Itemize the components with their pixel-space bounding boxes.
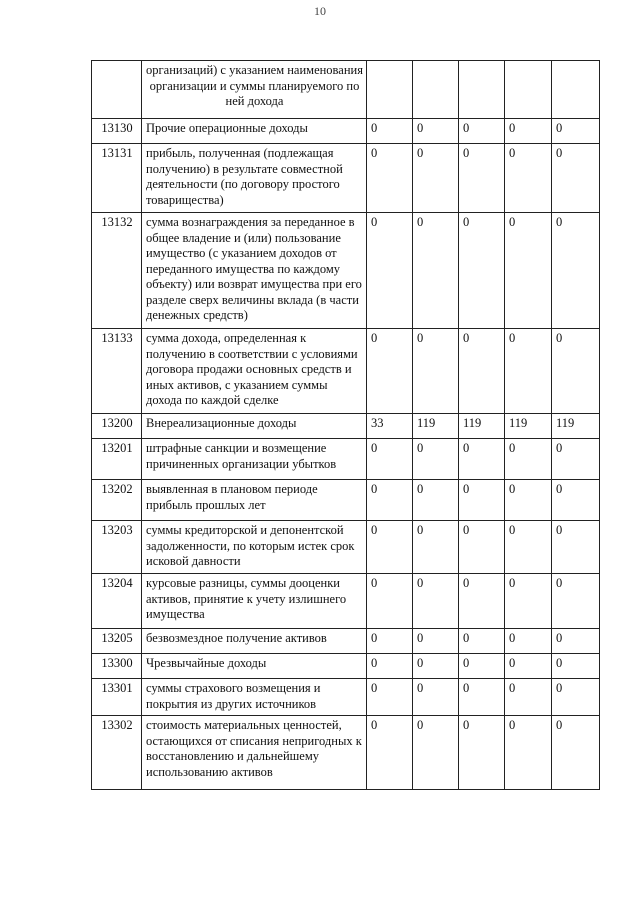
table-row [92,480,600,521]
table-row [92,629,600,654]
table-row [92,679,600,716]
row-value-5: 0 [552,679,600,716]
row-value-1: 0 [367,574,413,629]
row-value-5 [552,61,600,119]
row-value-3: 0 [459,144,505,213]
row-description: курсовые разницы, суммы дооценки активов, принятие к учету излишнего имущества [142,574,367,629]
row-value-4: 0 [505,574,552,629]
row-value-4: 0 [505,654,552,679]
row-value-3: 0 [459,629,505,654]
row-value-5: 0 [552,119,600,144]
table-row [92,414,600,439]
row-value-1: 33 [367,414,413,439]
row-value-5: 0 [552,480,600,521]
row-value-5: 0 [552,213,600,329]
row-value-3: 0 [459,329,505,414]
row-value-4: 0 [505,716,552,790]
row-value-3: 0 [459,716,505,790]
row-value-5: 0 [552,439,600,480]
row-code: 13203 [92,521,142,574]
row-value-4: 0 [505,521,552,574]
row-value-4: 0 [505,480,552,521]
row-value-5: 0 [552,654,600,679]
row-value-3 [459,61,505,119]
row-value-5: 0 [552,144,600,213]
row-description: штрафные санкции и возмещение причиненных организации убытков [142,439,367,480]
row-code: 13202 [92,480,142,521]
table-row [92,144,600,213]
row-value-3: 0 [459,521,505,574]
row-value-2: 0 [413,144,459,213]
row-value-2: 0 [413,716,459,790]
row-value-4: 0 [505,119,552,144]
table-row [92,119,600,144]
row-code: 13301 [92,679,142,716]
row-value-1: 0 [367,654,413,679]
row-value-1 [367,61,413,119]
row-value-1: 0 [367,329,413,414]
row-description: сумма дохода, определенная к получению в соответствии с условиями договора продажи основных средств и иных активов, с указанием суммы дохода по каждой сделке [142,329,367,414]
row-value-4: 0 [505,629,552,654]
row-code: 13130 [92,119,142,144]
table-row [92,574,600,629]
row-value-1: 0 [367,629,413,654]
row-code [92,61,142,119]
row-value-1: 0 [367,521,413,574]
row-value-2: 0 [413,439,459,480]
row-description: суммы кредиторской и депонентской задолженности, по которым истек срок исковой давности [142,521,367,574]
row-value-1: 0 [367,480,413,521]
row-code: 13200 [92,414,142,439]
row-value-2: 0 [413,329,459,414]
row-value-4 [505,61,552,119]
row-value-2: 0 [413,574,459,629]
table-row [92,716,600,790]
row-value-1: 0 [367,679,413,716]
row-code: 13132 [92,213,142,329]
row-value-1: 0 [367,119,413,144]
row-code: 13205 [92,629,142,654]
row-value-3: 0 [459,574,505,629]
row-value-3: 0 [459,213,505,329]
row-value-1: 0 [367,144,413,213]
row-value-3: 119 [459,414,505,439]
row-value-3: 0 [459,119,505,144]
row-value-5: 0 [552,574,600,629]
row-value-3: 0 [459,439,505,480]
income-table [91,60,600,790]
table-row [92,61,600,119]
row-value-4: 0 [505,213,552,329]
row-description: прибыль, полученная (подлежащая получению) в результате совместной деятельности (по договору простого товарищества) [142,144,367,213]
row-code: 13133 [92,329,142,414]
row-value-4: 0 [505,439,552,480]
row-description: Чрезвычайные доходы [142,654,367,679]
row-value-2: 0 [413,629,459,654]
row-value-2: 119 [413,414,459,439]
row-description: сумма вознаграждения за переданное в общее владение и (или) пользование имущество (с указанием доходов от переданного имущества по каждому объекту) или возврат имущества при его разделе сверх величины вклада (в части денежных средств) [142,213,367,329]
row-value-5: 0 [552,329,600,414]
row-description: Прочие операционные доходы [142,119,367,144]
row-code: 13131 [92,144,142,213]
row-value-4: 0 [505,144,552,213]
row-description: безвозмездное получение активов [142,629,367,654]
table-row [92,521,600,574]
row-description: выявленная в плановом периоде прибыль прошлых лет [142,480,367,521]
row-code: 13201 [92,439,142,480]
row-code: 13204 [92,574,142,629]
row-value-2: 0 [413,213,459,329]
row-value-5: 0 [552,629,600,654]
row-value-1: 0 [367,213,413,329]
row-value-2: 0 [413,521,459,574]
table-row [92,654,600,679]
page-number: 10 [314,4,326,18]
row-value-4: 0 [505,679,552,716]
row-value-2 [413,61,459,119]
row-value-5: 0 [552,521,600,574]
row-value-4: 0 [505,329,552,414]
row-value-2: 0 [413,654,459,679]
row-value-5: 119 [552,414,600,439]
row-description: стоимость материальных ценностей, остающихся от списания непригодных к восстановлению и дальнейшему использованию активов [142,716,367,790]
row-value-3: 0 [459,654,505,679]
row-description: суммы страхового возмещения и покрытия из других источников [142,679,367,716]
row-value-3: 0 [459,679,505,716]
row-value-2: 0 [413,480,459,521]
row-value-1: 0 [367,439,413,480]
row-description: организаций) с указанием наименования организации и суммы планируемого по ней дохода [142,61,367,119]
row-value-5: 0 [552,716,600,790]
table-row [92,213,600,329]
row-description: Внереализационные доходы [142,414,367,439]
row-value-4: 119 [505,414,552,439]
row-value-2: 0 [413,119,459,144]
row-code: 13300 [92,654,142,679]
row-value-3: 0 [459,480,505,521]
table-row [92,329,600,414]
row-value-2: 0 [413,679,459,716]
row-value-1: 0 [367,716,413,790]
table-row [92,439,600,480]
row-code: 13302 [92,716,142,790]
